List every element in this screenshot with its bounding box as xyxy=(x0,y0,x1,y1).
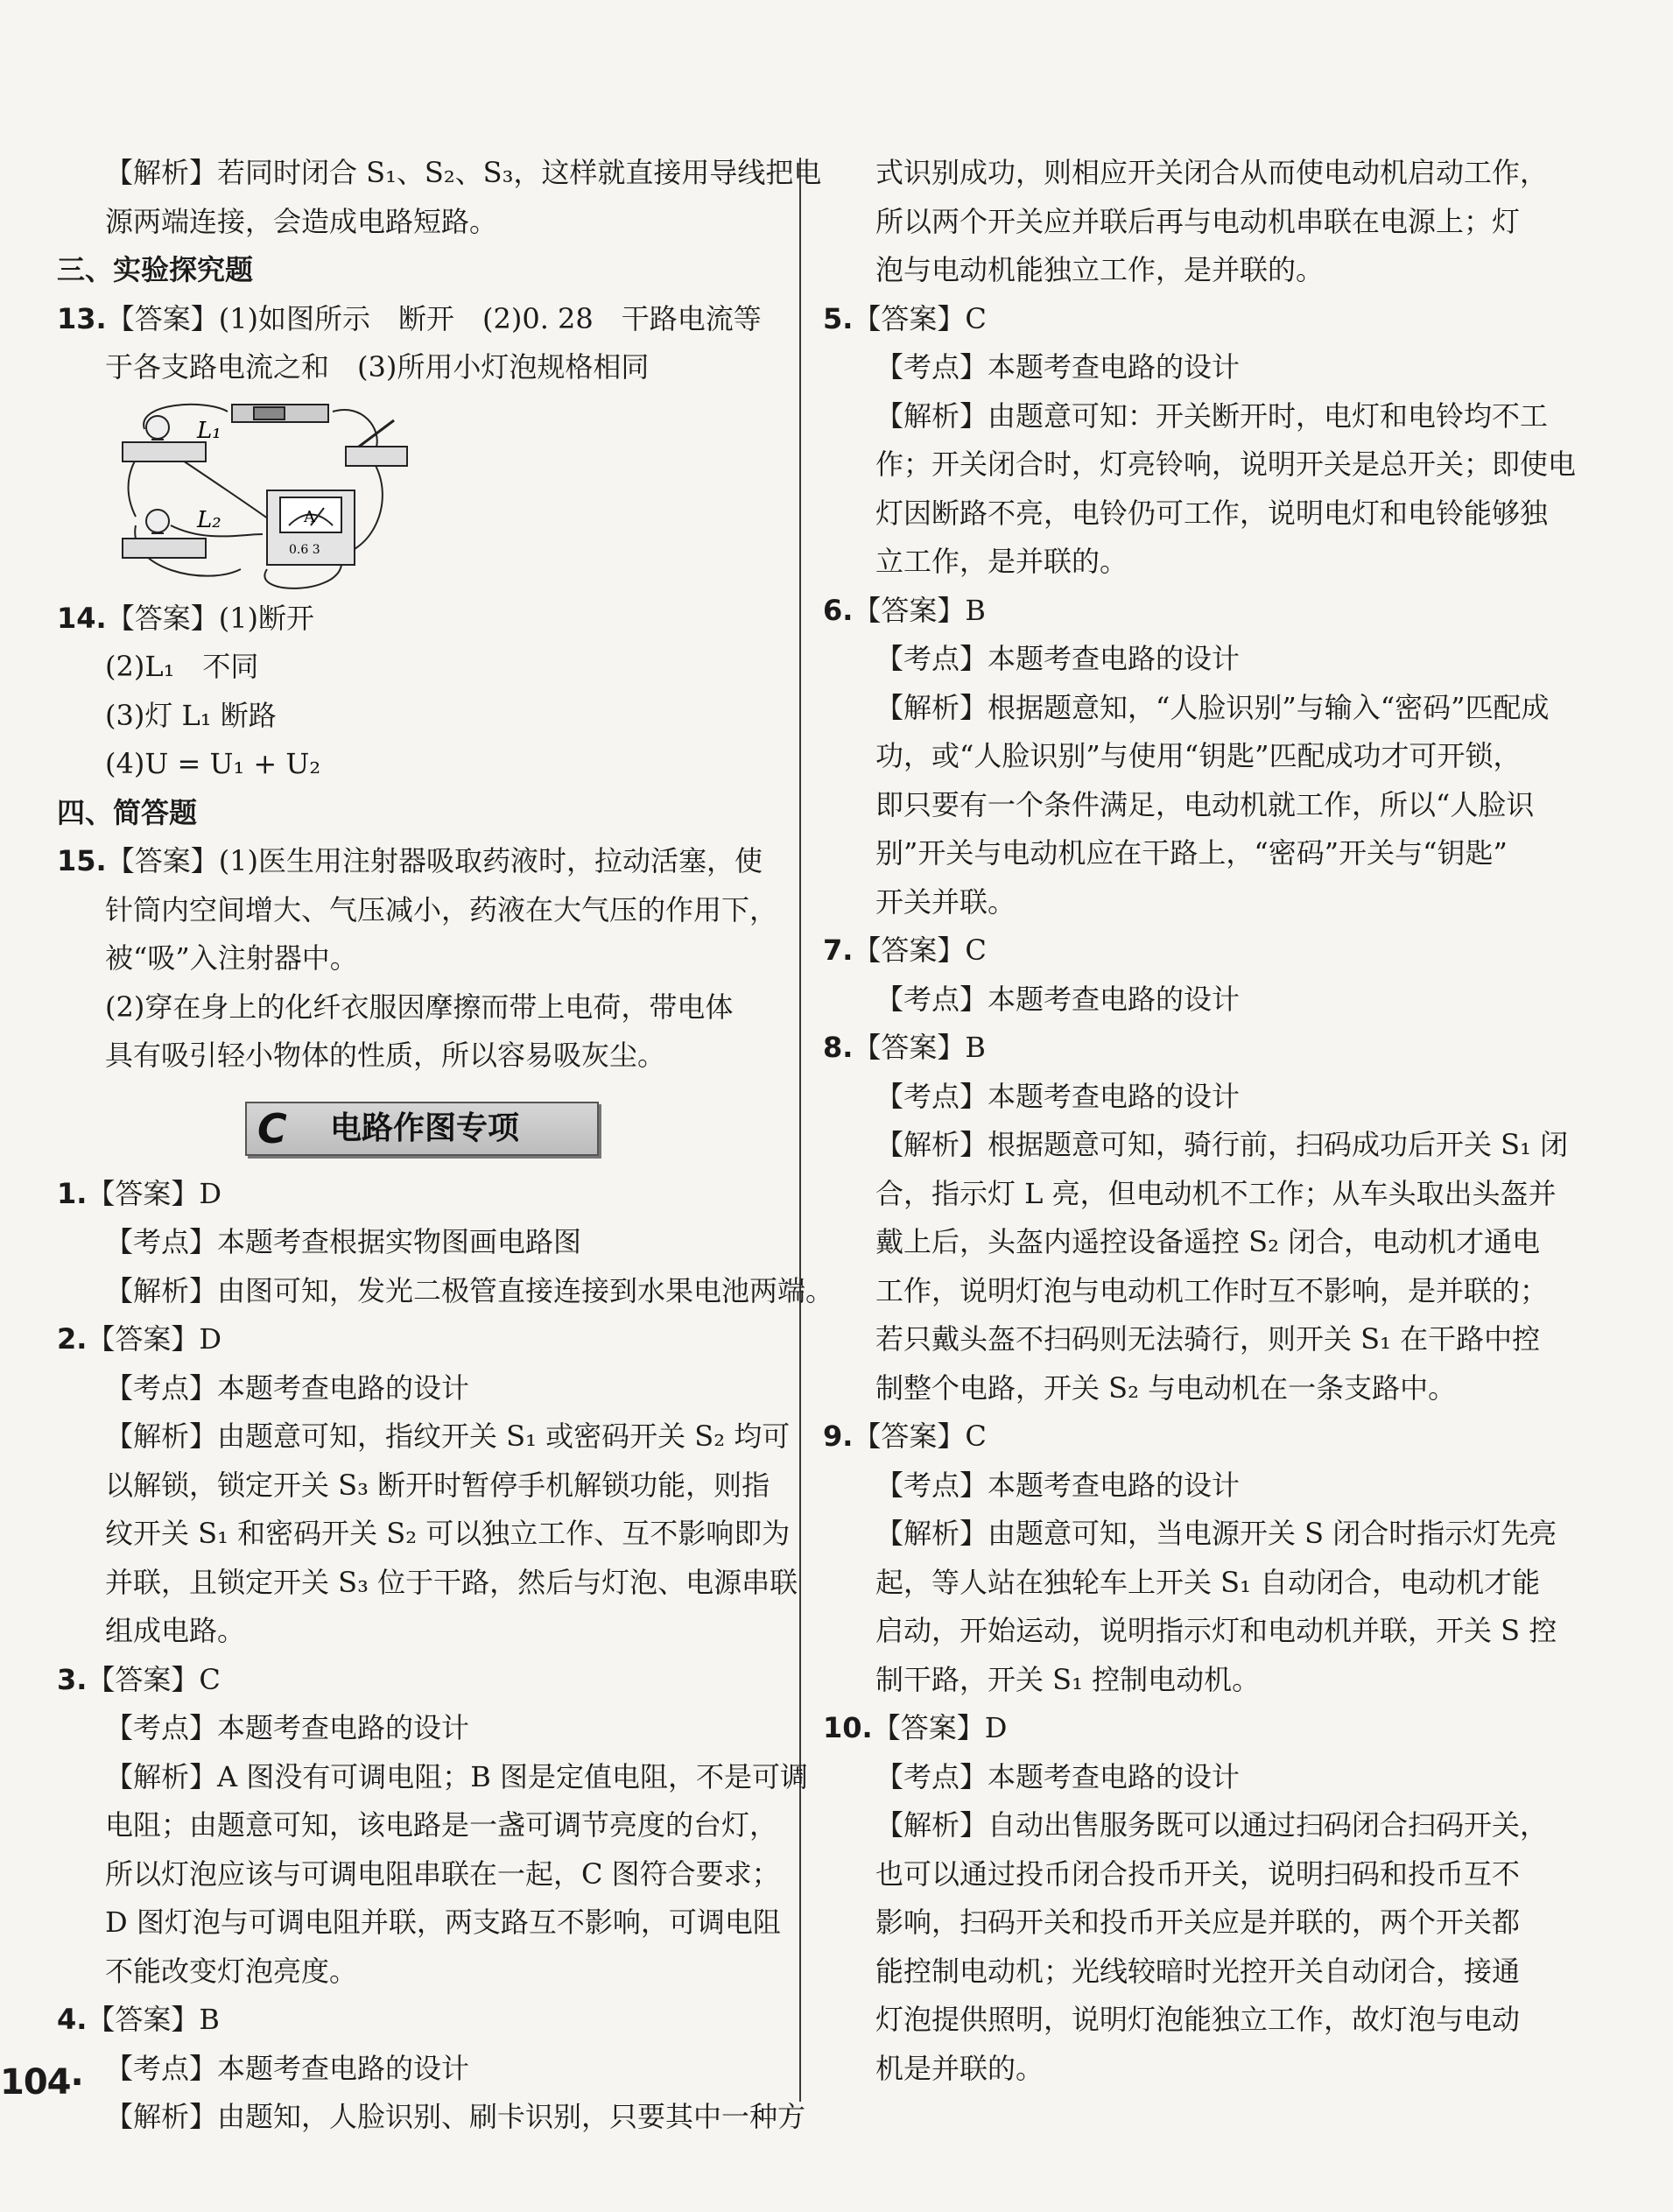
text-line: 【考点】本题考查电路的设计 xyxy=(875,1468,1241,1502)
label-L1: L₁ xyxy=(197,417,221,444)
item-9 xyxy=(823,1412,1554,1462)
column-divider xyxy=(799,158,801,2102)
circuit-figure xyxy=(109,394,477,591)
text-line: 功，或“人脸识别”与使用“钥匙”匹配成功才可开锁， xyxy=(875,739,1522,772)
answer-text: 【答案】D xyxy=(87,1176,222,1210)
item-10 xyxy=(823,1704,1554,1753)
question-number: 7. xyxy=(823,933,854,967)
question-number: 8. xyxy=(823,1031,854,1064)
text-line: (2)穿在身上的化纤衣服因摩擦而带上电荷，带电体 xyxy=(105,990,734,1024)
text-line: 所以两个开关应并联后再与电动机串联在电源上；灯 xyxy=(875,204,1521,238)
text-line: 若只戴头盔不扫码则无法骑行，则开关 S₁ 在干路中控 xyxy=(875,1322,1541,1356)
banner-logo-icon: C xyxy=(257,1104,287,1152)
text-line: 【解析】若同时闭合 S₁、S₂、S₃，这样就直接用导线把电 xyxy=(105,156,822,189)
text-line: 灯泡提供照明，说明灯泡能独立工作，故灯泡与电动 xyxy=(875,2003,1521,2036)
question-13 xyxy=(57,295,775,344)
answer-text: 【答案】C xyxy=(853,1419,987,1453)
text-line: 【考点】本题考查电路的设计 xyxy=(105,1711,470,1744)
text-line: 影响，扫码开关和投币开关应是并联的，两个开关都 xyxy=(875,1906,1521,1939)
question-14 xyxy=(57,595,775,644)
text-line: 【考点】本题考查电路的设计 xyxy=(875,350,1241,384)
section-heading: 四、简答题 xyxy=(57,795,198,829)
text-line: 不能改变灯泡亮度。 xyxy=(105,1954,358,1988)
answer-text: 【答案】(1)如图所示 断开 (2)0. 28 干路电流等 xyxy=(106,301,762,335)
text-line: 纹开关 S₁ 和密码开关 S₂ 可以独立工作、互不影响即为 xyxy=(105,1517,791,1550)
item-7 xyxy=(823,926,1554,976)
question-number: 3. xyxy=(57,1662,88,1696)
text-line: 源两端连接，会造成电路短路。 xyxy=(105,204,498,238)
text-line: 式识别成功，则相应开关闭合从而使电动机启动工作， xyxy=(875,156,1549,189)
text-line: 【解析】由题意可知：开关断开时，电灯和电铃均不工 xyxy=(875,398,1549,433)
text-line: (2)L₁ 不同 xyxy=(105,650,259,683)
text-line: 【解析】由题意可知，当电源开关 S 闭合时指示灯先亮 xyxy=(875,1517,1557,1550)
text-line: 灯因断路不亮，电铃仍可工作，说明电灯和电铃能够独 xyxy=(875,496,1549,530)
answer-text: 【答案】C xyxy=(87,1662,221,1696)
text-line: 合，指示灯 L 亮，但电动机不工作；从车头取出头盔并 xyxy=(875,1176,1557,1210)
text-line: 【考点】本题考查根据实物图画电路图 xyxy=(105,1225,582,1258)
banner-box xyxy=(245,1102,599,1156)
text-line: 即只要有一个条件满足，电动机就工作，所以“人脸识 xyxy=(875,787,1535,821)
text-line: 立工作，是并联的。 xyxy=(875,545,1128,578)
text-line: 【解析】自动出售服务既可以通过扫码闭合扫码开关， xyxy=(875,1808,1549,1842)
item-8 xyxy=(823,1024,1554,1073)
circuit-diagram xyxy=(109,394,775,591)
text-line: 电阻；由题意可知，该电路是一盏可调节亮度的台灯， xyxy=(105,1808,778,1842)
text-line: 具有吸引轻小物体的性质，所以容易吸灰尘。 xyxy=(105,1039,666,1072)
text-line: 以解锁，锁定开关 S₃ 断开时暂停手机解锁功能，则指 xyxy=(105,1468,770,1502)
text-line: 能控制电动机；光线较暗时光控开关自动闭合，接通 xyxy=(875,1954,1521,1988)
text-line: 于各支路电流之和 (3)所用小灯泡规格相同 xyxy=(105,350,650,384)
text-line: 【考点】本题考查电路的设计 xyxy=(875,1079,1241,1113)
text-line: 【解析】A 图没有可调电阻；B 图是定值电阻，不是可调 xyxy=(105,1759,808,1793)
answer-text: 【答案】B xyxy=(853,1031,986,1064)
question-number: 15. xyxy=(57,844,107,877)
question-number: 6. xyxy=(823,593,854,627)
text-line: 作；开关闭合时，灯亮铃响，说明开关是总开关；即使电 xyxy=(875,447,1577,481)
text-line: 【考点】本题考查电路的设计 xyxy=(105,1370,470,1405)
ammeter-symbol: A xyxy=(304,507,315,526)
text-line: 开关并联。 xyxy=(875,884,1016,919)
item-6 xyxy=(823,587,1554,636)
text-line: 工作，说明灯泡与电动机工作时互不影响，是并联的； xyxy=(875,1273,1549,1307)
answer-text: 【答案】D xyxy=(87,1322,222,1356)
text-line: 别”开关与电动机应在干路上，“密码”开关与“钥匙” xyxy=(875,836,1508,870)
question-number: 10. xyxy=(823,1711,873,1744)
text-line: 【考点】本题考查电路的设计 xyxy=(875,642,1241,675)
text-line: 并联，且锁定开关 S₃ 位于干路，然后与灯泡、电源串联 xyxy=(105,1565,798,1599)
text-line: 【考点】本题考查电路的设计 xyxy=(105,2051,470,2085)
question-number: 9. xyxy=(823,1419,854,1453)
answer-text: 【答案】D xyxy=(872,1711,1008,1744)
text-line: 起，等人站在独轮车上开关 S₁ 自动闭合，电动机才能 xyxy=(875,1565,1541,1599)
answer-text: 【答案】C xyxy=(853,933,987,967)
text-line: 组成电路。 xyxy=(105,1614,246,1647)
right-column xyxy=(823,149,1577,2093)
text-line: 【考点】本题考查电路的设计 xyxy=(875,1759,1241,1793)
text-line: D 图灯泡与可调电阻并联，两支路互不影响，可调电阻 xyxy=(105,1906,781,1939)
question-number: 13. xyxy=(57,301,107,335)
text-line: (3)灯 L₁ 断路 xyxy=(105,698,277,732)
text-line: 启动，开始运动，说明指示灯和电动机并联，开关 S 控 xyxy=(875,1614,1557,1647)
question-number: 14. xyxy=(57,601,107,635)
text-line: 【解析】根据题意可知，骑行前，扫码成功后开关 S₁ 闭 xyxy=(875,1128,1569,1161)
section-banner xyxy=(57,1086,775,1165)
text-line: 【解析】由题意可知，指纹开关 S₁ 或密码开关 S₂ 均可 xyxy=(105,1419,791,1453)
section-heading: 三、实验探究题 xyxy=(57,253,254,286)
answer-text: 【答案】(1)断开 xyxy=(106,601,315,635)
item-5 xyxy=(823,295,1554,344)
item-3 xyxy=(57,1656,775,1705)
item-2 xyxy=(57,1315,775,1364)
question-number: 1. xyxy=(57,1176,88,1210)
answer-text: 【答案】C xyxy=(853,301,987,335)
label-L2: L₂ xyxy=(197,506,221,533)
text-line: 所以灯泡应该与可调电阻串联在一起，C 图符合要求； xyxy=(105,1856,780,1891)
answer-text: 【答案】B xyxy=(87,2003,220,2036)
text-line: 泡与电动机能独立工作，是并联的。 xyxy=(875,253,1325,286)
text-line: 机是并联的。 xyxy=(875,2051,1044,2085)
text-line: 制干路，开关 S₁ 控制电动机。 xyxy=(875,1662,1261,1696)
question-number: 2. xyxy=(57,1322,88,1356)
text-line: 【考点】本题考查电路的设计 xyxy=(875,982,1241,1016)
text-line: 【解析】由图可知，发光二极管直接连接到水果电池两端。 xyxy=(105,1273,834,1307)
text-line: 也可以通过投币闭合投币开关，说明扫码和投币互不 xyxy=(875,1856,1521,1891)
answer-text: 【答案】(1)医生用注射器吸取药液时，拉动活塞，使 xyxy=(106,844,763,877)
item-4 xyxy=(57,1996,775,2045)
question-number: 5. xyxy=(823,301,854,335)
banner-title: 电路作图专项 xyxy=(330,1110,520,1146)
page-number: 104· xyxy=(0,2062,83,2103)
item-1 xyxy=(57,1170,775,1219)
answer-text: 【答案】B xyxy=(853,593,986,627)
text-line: 【解析】根据题意知，“人脸识别”与输入“密码”匹配成 xyxy=(875,690,1550,724)
text-line: 【解析】由题知，人脸识别、刷卡识别，只要其中一种方 xyxy=(105,2100,806,2133)
text-line: 被“吸”入注射器中。 xyxy=(105,941,358,975)
text-line: 针筒内空间增大、气压减小，药液在大气压的作用下， xyxy=(105,892,778,926)
question-15 xyxy=(57,837,775,886)
ammeter-scale: 0.6 3 xyxy=(289,542,320,557)
text-line: 戴上后，头盔内遥控设备遥控 S₂ 闭合，电动机才通电 xyxy=(875,1225,1541,1258)
left-column xyxy=(57,149,834,2142)
formula-line: (4)U = U₁ + U₂ xyxy=(105,747,321,780)
question-number: 4. xyxy=(57,2003,88,2036)
text-line: 制整个电路，开关 S₂ 与电动机在一条支路中。 xyxy=(875,1370,1457,1405)
